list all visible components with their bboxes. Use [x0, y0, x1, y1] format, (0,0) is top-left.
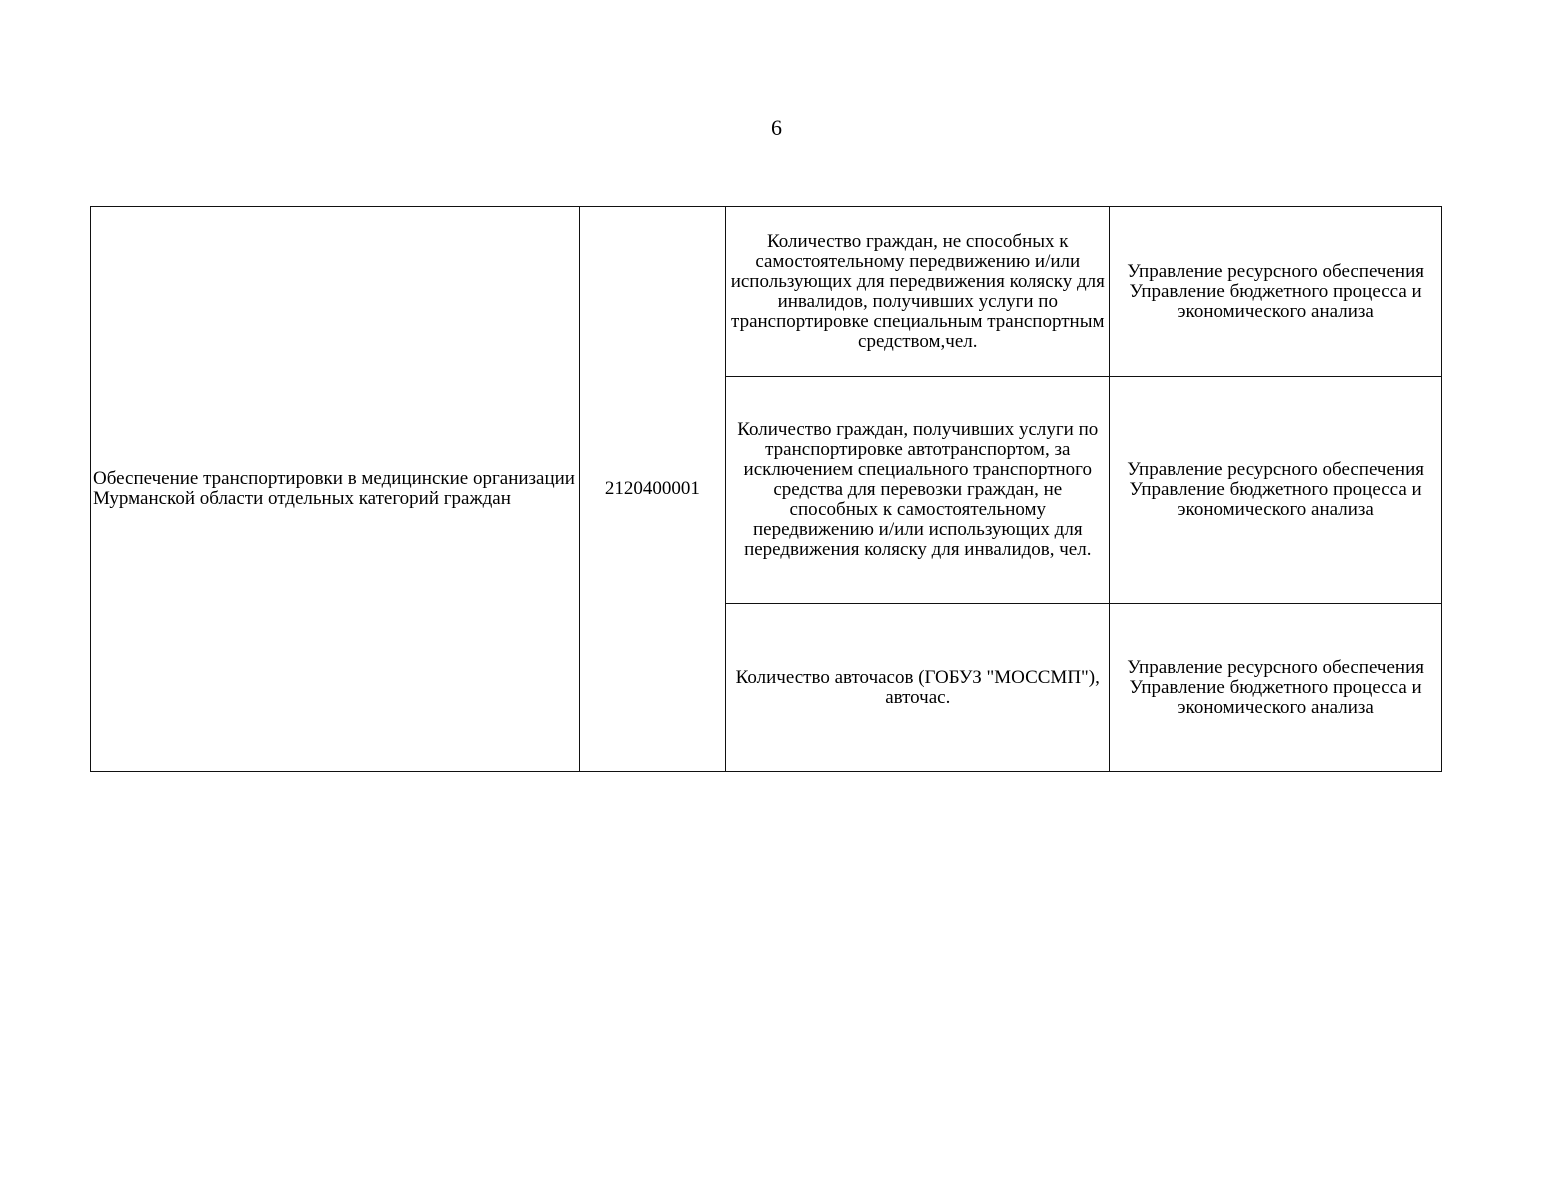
- indicator-cell: [726, 604, 1110, 772]
- table-row: [91, 207, 1442, 377]
- responsible-dept-resource: Управление ресурсного обеспечения: [1127, 260, 1424, 282]
- indicator-text: Количество граждан, не способных к самостоятельному передвижению и/или использующих для передвижения коляску для инвалидов, получивших услуги по транспортировке специальным транспортным средством,чел.: [730, 230, 1105, 352]
- program-name: Обеспечение транспортировки в медицинские организации Мурманской области отдельных категорий граждан: [93, 468, 575, 509]
- program-code: 2120400001: [604, 478, 700, 499]
- program-name-cell: [91, 207, 580, 772]
- responsible-dept-budget: Управление бюджетного процесса и экономического анализа: [1129, 280, 1422, 322]
- page-number: 6: [771, 115, 782, 140]
- responsible-cell: [1110, 377, 1442, 604]
- responsible-dept-resource: Управление ресурсного обеспечения: [1127, 459, 1424, 480]
- indicator-text: Количество авточасов (ГОБУЗ "МОССМП"), авточас.: [735, 666, 1100, 708]
- indicator-text: Количество граждан, получивших услуги по транспортировке автотранспортом, за исключением специального транспортного средства для перевозки граждан, не способных к самостоятельному передвижению и/или использующих для передвижения коляску для инвалидов, чел.: [737, 419, 1099, 560]
- responsible-dept-resource: Управление ресурсного обеспечения: [1127, 656, 1424, 678]
- responsible-dept-budget: Управление бюджетного процесса и экономического анализа: [1129, 676, 1422, 718]
- program-indicators-table: [90, 206, 1442, 772]
- responsible-dept-budget: Управление бюджетного процесса и экономического анализа: [1129, 479, 1422, 520]
- indicator-cell: [726, 377, 1110, 604]
- responsible-cell: [1110, 207, 1442, 377]
- responsible-cell: [1110, 604, 1442, 772]
- indicator-cell: [726, 207, 1110, 377]
- program-code-cell: [579, 207, 726, 772]
